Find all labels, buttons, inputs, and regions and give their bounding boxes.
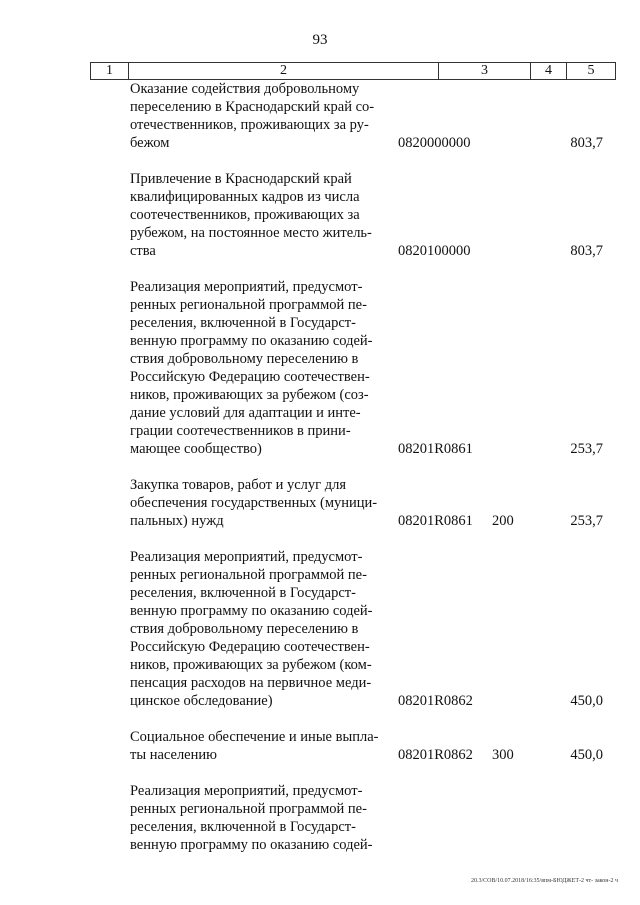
table-row (0, 80, 640, 152)
page-number: 93 (312, 32, 328, 48)
row-expense-type: 300 (492, 747, 514, 763)
description-line: обеспечения государственных (муници- (130, 495, 378, 511)
row-description (130, 170, 388, 260)
row-description (130, 80, 388, 152)
header-col-3: 3 (439, 63, 531, 79)
description-line: мающее сообщество) (130, 441, 262, 457)
description-line: квалифицированных кадров из числа (130, 189, 360, 205)
description-line: Реализация мероприятий, предусмот- (130, 549, 363, 565)
description-line: ников, проживающих за рубежом (соз- (130, 387, 369, 403)
row-amount: 803,7 (570, 135, 603, 151)
description-line: цинское обследование) (130, 693, 273, 709)
table-row (0, 476, 640, 530)
row-code: 0820100000 (398, 243, 471, 259)
row-description (130, 476, 388, 530)
footer-stamp: 20.3/СОВ/10.07.2018/16:35/впм-БЮДЖЕТ-2 чт- закон-2 ч (471, 878, 618, 884)
description-line: ренных региональной программой пе- (130, 567, 367, 583)
description-line: Социальное обеспечение и иные выпла- (130, 729, 379, 745)
description-line: дание условий для адаптации и инте- (130, 405, 361, 421)
row-amount: 253,7 (570, 441, 603, 457)
description-line: реселения, включенной в Государст- (130, 315, 356, 331)
row-description (130, 782, 388, 854)
row-expense-type: 200 (492, 513, 514, 529)
description-line: Закупка товаров, работ и услуг для (130, 477, 347, 493)
header-col-2: 2 (129, 63, 439, 79)
description-line: соотечественников, проживающих за (130, 207, 360, 223)
row-description (130, 728, 388, 764)
description-line: пенсация расходов на первичное меди- (130, 675, 372, 691)
header-col-4: 4 (531, 63, 567, 79)
description-line: венную программу по оказанию содей- (130, 603, 373, 619)
description-line: ников, проживающих за рубежом (ком- (130, 657, 372, 673)
row-amount: 450,0 (570, 693, 603, 709)
description-line: венную программу по оказанию содей- (130, 837, 373, 853)
description-line: Привлечение в Краснодарский край (130, 171, 352, 187)
row-code: 08201R0862 (398, 747, 473, 763)
description-line: ствия добровольному переселению в (130, 351, 359, 367)
description-line: Оказание содействия добровольному (130, 81, 360, 97)
description-line: рубежом, на постоянное место житель- (130, 225, 372, 241)
description-line: венную программу по оказанию содей- (130, 333, 373, 349)
table-row (0, 278, 640, 458)
table-header (90, 62, 616, 80)
row-description (130, 278, 388, 458)
header-col-5: 5 (587, 63, 595, 78)
row-code: 08201R0861 (398, 441, 473, 457)
description-line: Реализация мероприятий, предусмот- (130, 279, 363, 295)
description-line: бежом (130, 135, 170, 151)
description-line: грации соотечественников в прини- (130, 423, 351, 439)
description-line: ренных региональной программой пе- (130, 801, 367, 817)
description-line: переселению в Краснодарский край со- (130, 99, 375, 115)
description-line: реселения, включенной в Государст- (130, 819, 356, 835)
row-description (130, 548, 388, 710)
table-row (0, 728, 640, 764)
description-line: Реализация мероприятий, предусмот- (130, 783, 363, 799)
header-col-1: 1 (91, 63, 129, 79)
table-row (0, 782, 640, 854)
row-amount: 803,7 (570, 243, 603, 259)
description-line: отечественников, проживающих за ру- (130, 117, 369, 133)
description-line: Российскую Федерацию соотечествен- (130, 639, 370, 655)
description-line: Российскую Федерацию соотечествен- (130, 369, 370, 385)
description-line: реселения, включенной в Государст- (130, 585, 356, 601)
table-row (0, 170, 640, 260)
row-amount: 450,0 (570, 747, 603, 763)
row-code: 0820000000 (398, 135, 471, 151)
description-line: пальных) нужд (130, 513, 224, 529)
row-code: 08201R0861 (398, 513, 473, 529)
table-row (0, 548, 640, 710)
row-amount: 253,7 (570, 513, 603, 529)
description-line: ренных региональной программой пе- (130, 297, 367, 313)
row-code: 08201R0862 (398, 693, 473, 709)
description-line: ты населению (130, 747, 217, 763)
description-line: ства (130, 243, 156, 259)
description-line: ствия добровольному переселению в (130, 621, 359, 637)
